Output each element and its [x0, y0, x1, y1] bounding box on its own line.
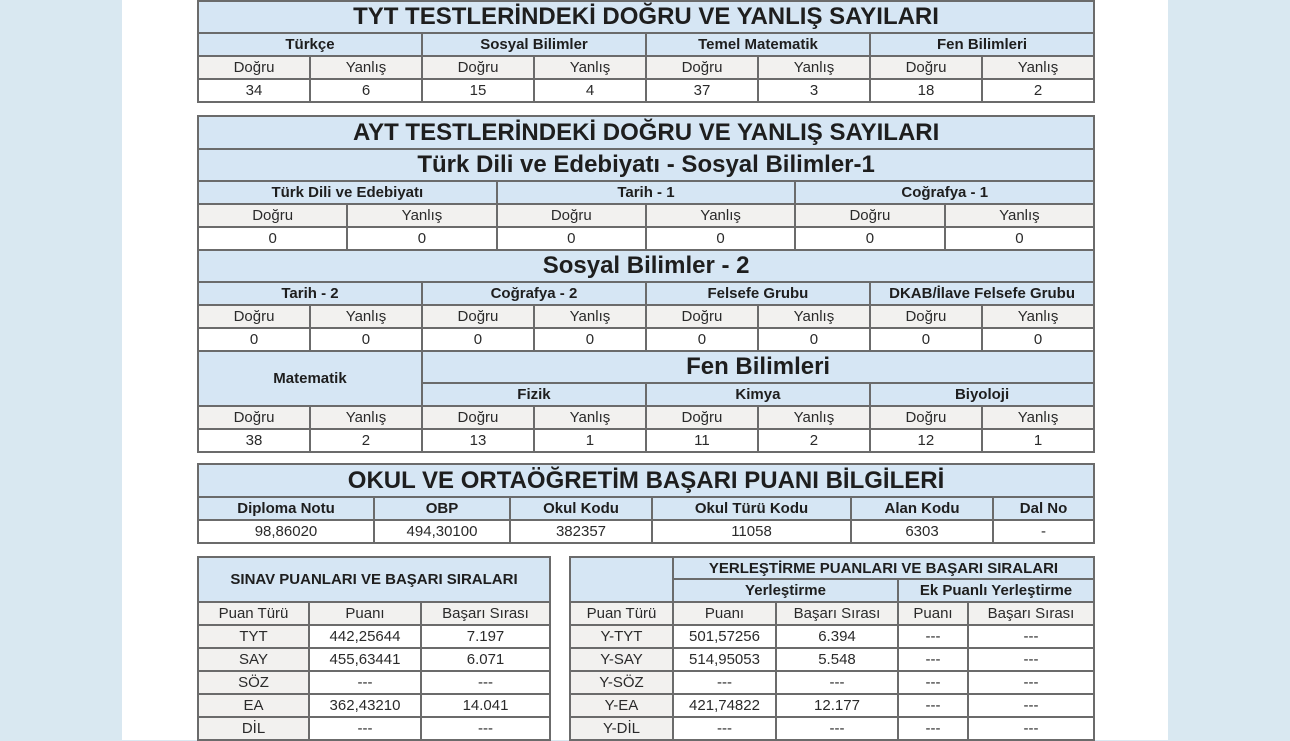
ayt-kimya-wrong: 2 — [758, 429, 870, 452]
table-row — [570, 694, 1094, 717]
correct-label: Doğru — [497, 204, 646, 227]
extra-score-cell: --- — [898, 694, 968, 717]
correct-label: Doğru — [198, 406, 310, 429]
extra-score-cell: --- — [898, 717, 968, 740]
placement-rank-header: Başarı Sırası — [776, 602, 898, 625]
branch-no-header: Dal No — [993, 497, 1094, 520]
ayt-matematik-wrong: 2 — [310, 429, 422, 452]
correct-label: Doğru — [646, 305, 758, 328]
extra-rank-header: Başarı Sırası — [968, 602, 1094, 625]
score-type-cell: DİL — [198, 717, 309, 740]
exam-scores-title: SINAV PUANLARI VE BAŞARI SIRALARI — [198, 557, 550, 602]
correct-label: Doğru — [422, 305, 534, 328]
tyt-fen-correct: 18 — [870, 79, 982, 102]
ayt-matematik-correct: 38 — [198, 429, 310, 452]
extra-rank-cell: --- — [968, 671, 1094, 694]
score-type-header: Puan Türü — [570, 602, 673, 625]
ayt-biyoloji-wrong: 1 — [982, 429, 1094, 452]
extra-score-cell: --- — [898, 625, 968, 648]
placement-score-cell: --- — [673, 717, 776, 740]
extra-rank-cell: --- — [968, 694, 1094, 717]
table-row — [198, 717, 550, 740]
extra-placement-group-header: Ek Puanlı Yerleştirme — [898, 579, 1094, 602]
school-title: OKUL VE ORTAÖĞRETİM BAŞARI PUANI BİLGİLERİ — [198, 464, 1094, 497]
table-row — [570, 671, 1094, 694]
obp-header: OBP — [374, 497, 510, 520]
correct-label: Doğru — [870, 305, 982, 328]
rank-cell: --- — [421, 671, 550, 694]
school-type-code-header: Okul Türü Kodu — [652, 497, 851, 520]
extra-rank-cell: --- — [968, 648, 1094, 671]
ayt-cografya2-correct: 0 — [422, 328, 534, 351]
placement-score-cell: 421,74822 — [673, 694, 776, 717]
placement-group-header: Yerleştirme — [673, 579, 898, 602]
wrong-label: Yanlış — [646, 204, 795, 227]
school-code-header: Okul Kodu — [510, 497, 652, 520]
ayt-tarih1-correct: 0 — [497, 227, 646, 250]
tyt-subject-fen: Fen Bilimleri — [870, 33, 1094, 56]
ayt-fizik-wrong: 1 — [534, 429, 646, 452]
tyt-results-table — [197, 0, 1095, 103]
tyt-matematik-correct: 37 — [646, 79, 758, 102]
wrong-label: Yanlış — [534, 305, 646, 328]
placement-score-header: Puanı — [673, 602, 776, 625]
tyt-sosyal-correct: 15 — [422, 79, 534, 102]
placement-rank-cell: --- — [776, 671, 898, 694]
ayt-results-table — [197, 115, 1095, 453]
tyt-subject-turkce: Türkçe — [198, 33, 422, 56]
tyt-title: TYT TESTLERİNDEKİ DOĞRU VE YANLIŞ SAYILARI — [198, 1, 1094, 33]
ayt-subject-dkab: DKAB/İlave Felsefe Grubu — [870, 282, 1094, 305]
score-type-cell: Y-TYT — [570, 625, 673, 648]
score-header: Puanı — [309, 602, 421, 625]
correct-label: Doğru — [198, 56, 310, 79]
ayt-science-title: Fen Bilimleri — [422, 351, 1094, 383]
score-type-cell: TYT — [198, 625, 309, 648]
wrong-label: Yanlış — [310, 305, 422, 328]
correct-label: Doğru — [795, 204, 944, 227]
score-type-cell: Y-DİL — [570, 717, 673, 740]
tyt-matematik-wrong: 3 — [758, 79, 870, 102]
score-type-cell: Y-SAY — [570, 648, 673, 671]
ayt-tarih1-wrong: 0 — [646, 227, 795, 250]
ayt-subject-tarih1: Tarih - 1 — [497, 181, 796, 204]
ayt-section1-title: Türk Dili ve Edebiyatı - Sosyal Bilimler-1 — [198, 149, 1094, 181]
ayt-fizik-correct: 13 — [422, 429, 534, 452]
field-code-header: Alan Kodu — [851, 497, 993, 520]
table-row — [198, 648, 550, 671]
wrong-label: Yanlış — [310, 406, 422, 429]
ayt-dkab-wrong: 0 — [982, 328, 1094, 351]
extra-score-cell: --- — [898, 671, 968, 694]
ayt-biyoloji-correct: 12 — [870, 429, 982, 452]
score-type-header: Puan Türü — [198, 602, 309, 625]
correct-label: Doğru — [198, 305, 310, 328]
placement-score-cell: 501,57256 — [673, 625, 776, 648]
ayt-subject-felsefe: Felsefe Grubu — [646, 282, 870, 305]
score-cell: --- — [309, 671, 421, 694]
ayt-cografya2-wrong: 0 — [534, 328, 646, 351]
ayt-section2-title: Sosyal Bilimler - 2 — [198, 250, 1094, 282]
score-cell: 362,43210 — [309, 694, 421, 717]
ayt-dkab-correct: 0 — [870, 328, 982, 351]
correct-label: Doğru — [198, 204, 347, 227]
extra-score-header: Puanı — [898, 602, 968, 625]
placement-rank-cell: --- — [776, 717, 898, 740]
placement-scores-title: YERLEŞTİRME PUANLARI VE BAŞARI SIRALARI — [673, 557, 1094, 579]
table-row — [570, 648, 1094, 671]
obp-value: 494,30100 — [374, 520, 510, 543]
ayt-cografya1-wrong: 0 — [945, 227, 1095, 250]
wrong-label: Yanlış — [982, 406, 1094, 429]
ayt-felsefe-wrong: 0 — [758, 328, 870, 351]
placement-rank-cell: 12.177 — [776, 694, 898, 717]
exam-scores-table — [197, 556, 551, 741]
ayt-tarih2-correct: 0 — [198, 328, 310, 351]
ayt-subject-tarih2: Tarih - 2 — [198, 282, 422, 305]
ayt-subject-cografya1: Coğrafya - 1 — [795, 181, 1094, 204]
wrong-label: Yanlış — [945, 204, 1095, 227]
score-type-cell: SÖZ — [198, 671, 309, 694]
correct-label: Doğru — [422, 406, 534, 429]
branch-no-value: - — [993, 520, 1094, 543]
ayt-edebiyat-wrong: 0 — [347, 227, 496, 250]
correct-label: Doğru — [870, 56, 982, 79]
score-type-cell: EA — [198, 694, 309, 717]
extra-score-cell: --- — [898, 648, 968, 671]
wrong-label: Yanlış — [347, 204, 496, 227]
school-code-value: 382357 — [510, 520, 652, 543]
placement-corner-cell — [570, 557, 673, 602]
extra-rank-cell: --- — [968, 625, 1094, 648]
rank-cell: 6.071 — [421, 648, 550, 671]
wrong-label: Yanlış — [758, 56, 870, 79]
placement-scores-table — [569, 556, 1095, 741]
ayt-subject-biyoloji: Biyoloji — [870, 383, 1094, 406]
diploma-grade-value: 98,86020 — [198, 520, 374, 543]
wrong-label: Yanlış — [534, 56, 646, 79]
ayt-subject-kimya: Kimya — [646, 383, 870, 406]
table-row — [198, 625, 550, 648]
school-info-table — [197, 463, 1095, 544]
placement-score-cell: --- — [673, 671, 776, 694]
score-cell: 442,25644 — [309, 625, 421, 648]
ayt-felsefe-correct: 0 — [646, 328, 758, 351]
score-type-cell: Y-EA — [570, 694, 673, 717]
wrong-label: Yanlış — [982, 305, 1094, 328]
score-type-cell: Y-SÖZ — [570, 671, 673, 694]
score-cell: --- — [309, 717, 421, 740]
table-row — [570, 625, 1094, 648]
correct-label: Doğru — [646, 406, 758, 429]
ayt-edebiyat-correct: 0 — [198, 227, 347, 250]
rank-cell: 7.197 — [421, 625, 550, 648]
table-row — [198, 694, 550, 717]
rank-header: Başarı Sırası — [421, 602, 550, 625]
correct-label: Doğru — [422, 56, 534, 79]
tyt-subject-matematik: Temel Matematik — [646, 33, 870, 56]
correct-label: Doğru — [870, 406, 982, 429]
ayt-subject-edebiyat: Türk Dili ve Edebiyatı — [198, 181, 497, 204]
ayt-subject-cografya2: Coğrafya - 2 — [422, 282, 646, 305]
placement-score-cell: 514,95053 — [673, 648, 776, 671]
tyt-turkce-correct: 34 — [198, 79, 310, 102]
tyt-sosyal-wrong: 4 — [534, 79, 646, 102]
wrong-label: Yanlış — [310, 56, 422, 79]
table-row — [570, 717, 1094, 740]
tyt-subject-sosyal: Sosyal Bilimler — [422, 33, 646, 56]
field-code-value: 6303 — [851, 520, 993, 543]
score-cell: 455,63441 — [309, 648, 421, 671]
extra-rank-cell: --- — [968, 717, 1094, 740]
ayt-subject-matematik: Matematik — [198, 351, 422, 406]
wrong-label: Yanlış — [758, 305, 870, 328]
tyt-fen-wrong: 2 — [982, 79, 1094, 102]
ayt-tarih2-wrong: 0 — [310, 328, 422, 351]
placement-rank-cell: 5.548 — [776, 648, 898, 671]
wrong-label: Yanlış — [982, 56, 1094, 79]
ayt-cografya1-correct: 0 — [795, 227, 944, 250]
correct-label: Doğru — [646, 56, 758, 79]
rank-cell: --- — [421, 717, 550, 740]
school-type-code-value: 11058 — [652, 520, 851, 543]
ayt-title: AYT TESTLERİNDEKİ DOĞRU VE YANLIŞ SAYILARI — [198, 116, 1094, 149]
wrong-label: Yanlış — [758, 406, 870, 429]
placement-rank-cell: 6.394 — [776, 625, 898, 648]
rank-cell: 14.041 — [421, 694, 550, 717]
ayt-subject-fizik: Fizik — [422, 383, 646, 406]
tyt-turkce-wrong: 6 — [310, 79, 422, 102]
score-type-cell: SAY — [198, 648, 309, 671]
wrong-label: Yanlış — [534, 406, 646, 429]
ayt-kimya-correct: 11 — [646, 429, 758, 452]
diploma-grade-header: Diploma Notu — [198, 497, 374, 520]
table-row — [198, 671, 550, 694]
